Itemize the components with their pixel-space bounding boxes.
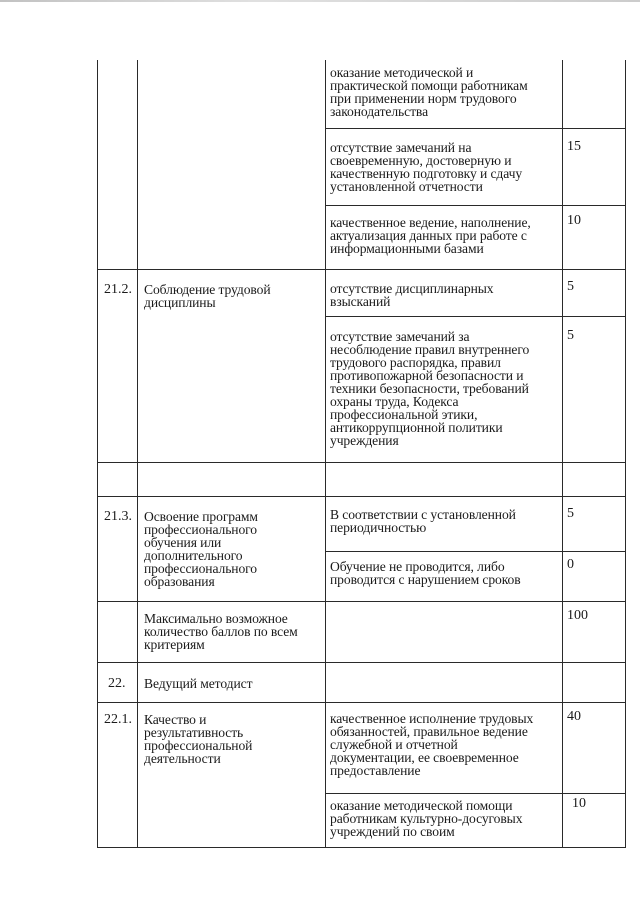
row-separator bbox=[97, 702, 626, 703]
item-name: Освоение программ профессионального обучения или дополнительного профессионального образования bbox=[144, 509, 258, 589]
row-separator bbox=[97, 462, 626, 463]
item-number: 21.3. bbox=[104, 509, 132, 524]
points-value: 5 bbox=[567, 279, 574, 294]
item-name: Максимально возможное количество баллов по всем критериям bbox=[144, 611, 298, 652]
criterion-text: отсутствие дисциплинарных взысканий bbox=[330, 281, 494, 309]
points-value: 10 bbox=[567, 213, 581, 228]
subrow-separator bbox=[325, 551, 626, 552]
criterion-text: качественное ведение, наполнение, актуализация данных при работе с информационными базами bbox=[330, 215, 531, 256]
criterion-text: оказание методической помощи работникам культурно-досуговых учреждений по своим bbox=[330, 798, 523, 839]
item-name: Соблюдение трудовой дисциплины bbox=[144, 282, 271, 310]
scan-top-edge bbox=[0, 0, 640, 2]
item-name: Ведущий методист bbox=[144, 676, 253, 691]
criterion-text: В соответствии с установленной периодичностью bbox=[330, 507, 516, 535]
table-border-left bbox=[97, 60, 98, 848]
subrow-separator bbox=[325, 205, 626, 206]
item-number: 22. bbox=[108, 676, 126, 691]
item-name: Качество и результативность профессиональной деятельности bbox=[144, 712, 253, 766]
points-value: 100 bbox=[567, 608, 588, 623]
column-divider-number bbox=[137, 60, 138, 848]
row-separator bbox=[97, 269, 626, 270]
table-border-bottom bbox=[97, 847, 626, 848]
subrow-separator bbox=[325, 793, 626, 794]
column-divider-name bbox=[325, 60, 326, 848]
item-number: 22.1. bbox=[104, 712, 132, 727]
subrow-separator bbox=[325, 316, 626, 317]
row-separator bbox=[97, 662, 626, 663]
column-divider-criterion bbox=[562, 60, 563, 848]
criterion-text: отсутствие замечаний на своевременную, достоверную и качественную подготовку и сдачу установленной отчетности bbox=[330, 140, 523, 194]
criterion-text: качественное исполнение трудовых обязанностей, правильное ведение служебной и отчетной документации, ее своевременное предоставление bbox=[330, 711, 534, 778]
criterion-text: оказание методической и практической помощи работникам при применении норм трудового законодательства bbox=[330, 65, 528, 119]
row-separator bbox=[97, 496, 626, 497]
points-value: 15 bbox=[567, 139, 581, 154]
points-value: 40 bbox=[567, 709, 581, 724]
points-value: 0 bbox=[567, 557, 574, 572]
criterion-text: Обучение не проводится, либо проводится с нарушением сроков bbox=[330, 559, 521, 587]
row-separator bbox=[97, 601, 626, 602]
table-border-right bbox=[625, 60, 626, 848]
item-number: 21.2. bbox=[104, 282, 132, 297]
points-value: 5 bbox=[567, 506, 574, 521]
criterion-text: отсутствие замечаний за несоблюдение правил внутреннего трудового распорядка, правил противопожарной безопасности и техники безопасности, требований охраны труда, Кодекса профессиональной этики, антикоррупционной политики учреждения bbox=[330, 329, 530, 448]
points-value: 5 bbox=[567, 328, 574, 343]
points-value: 10 bbox=[572, 796, 586, 811]
subrow-separator bbox=[325, 128, 626, 129]
